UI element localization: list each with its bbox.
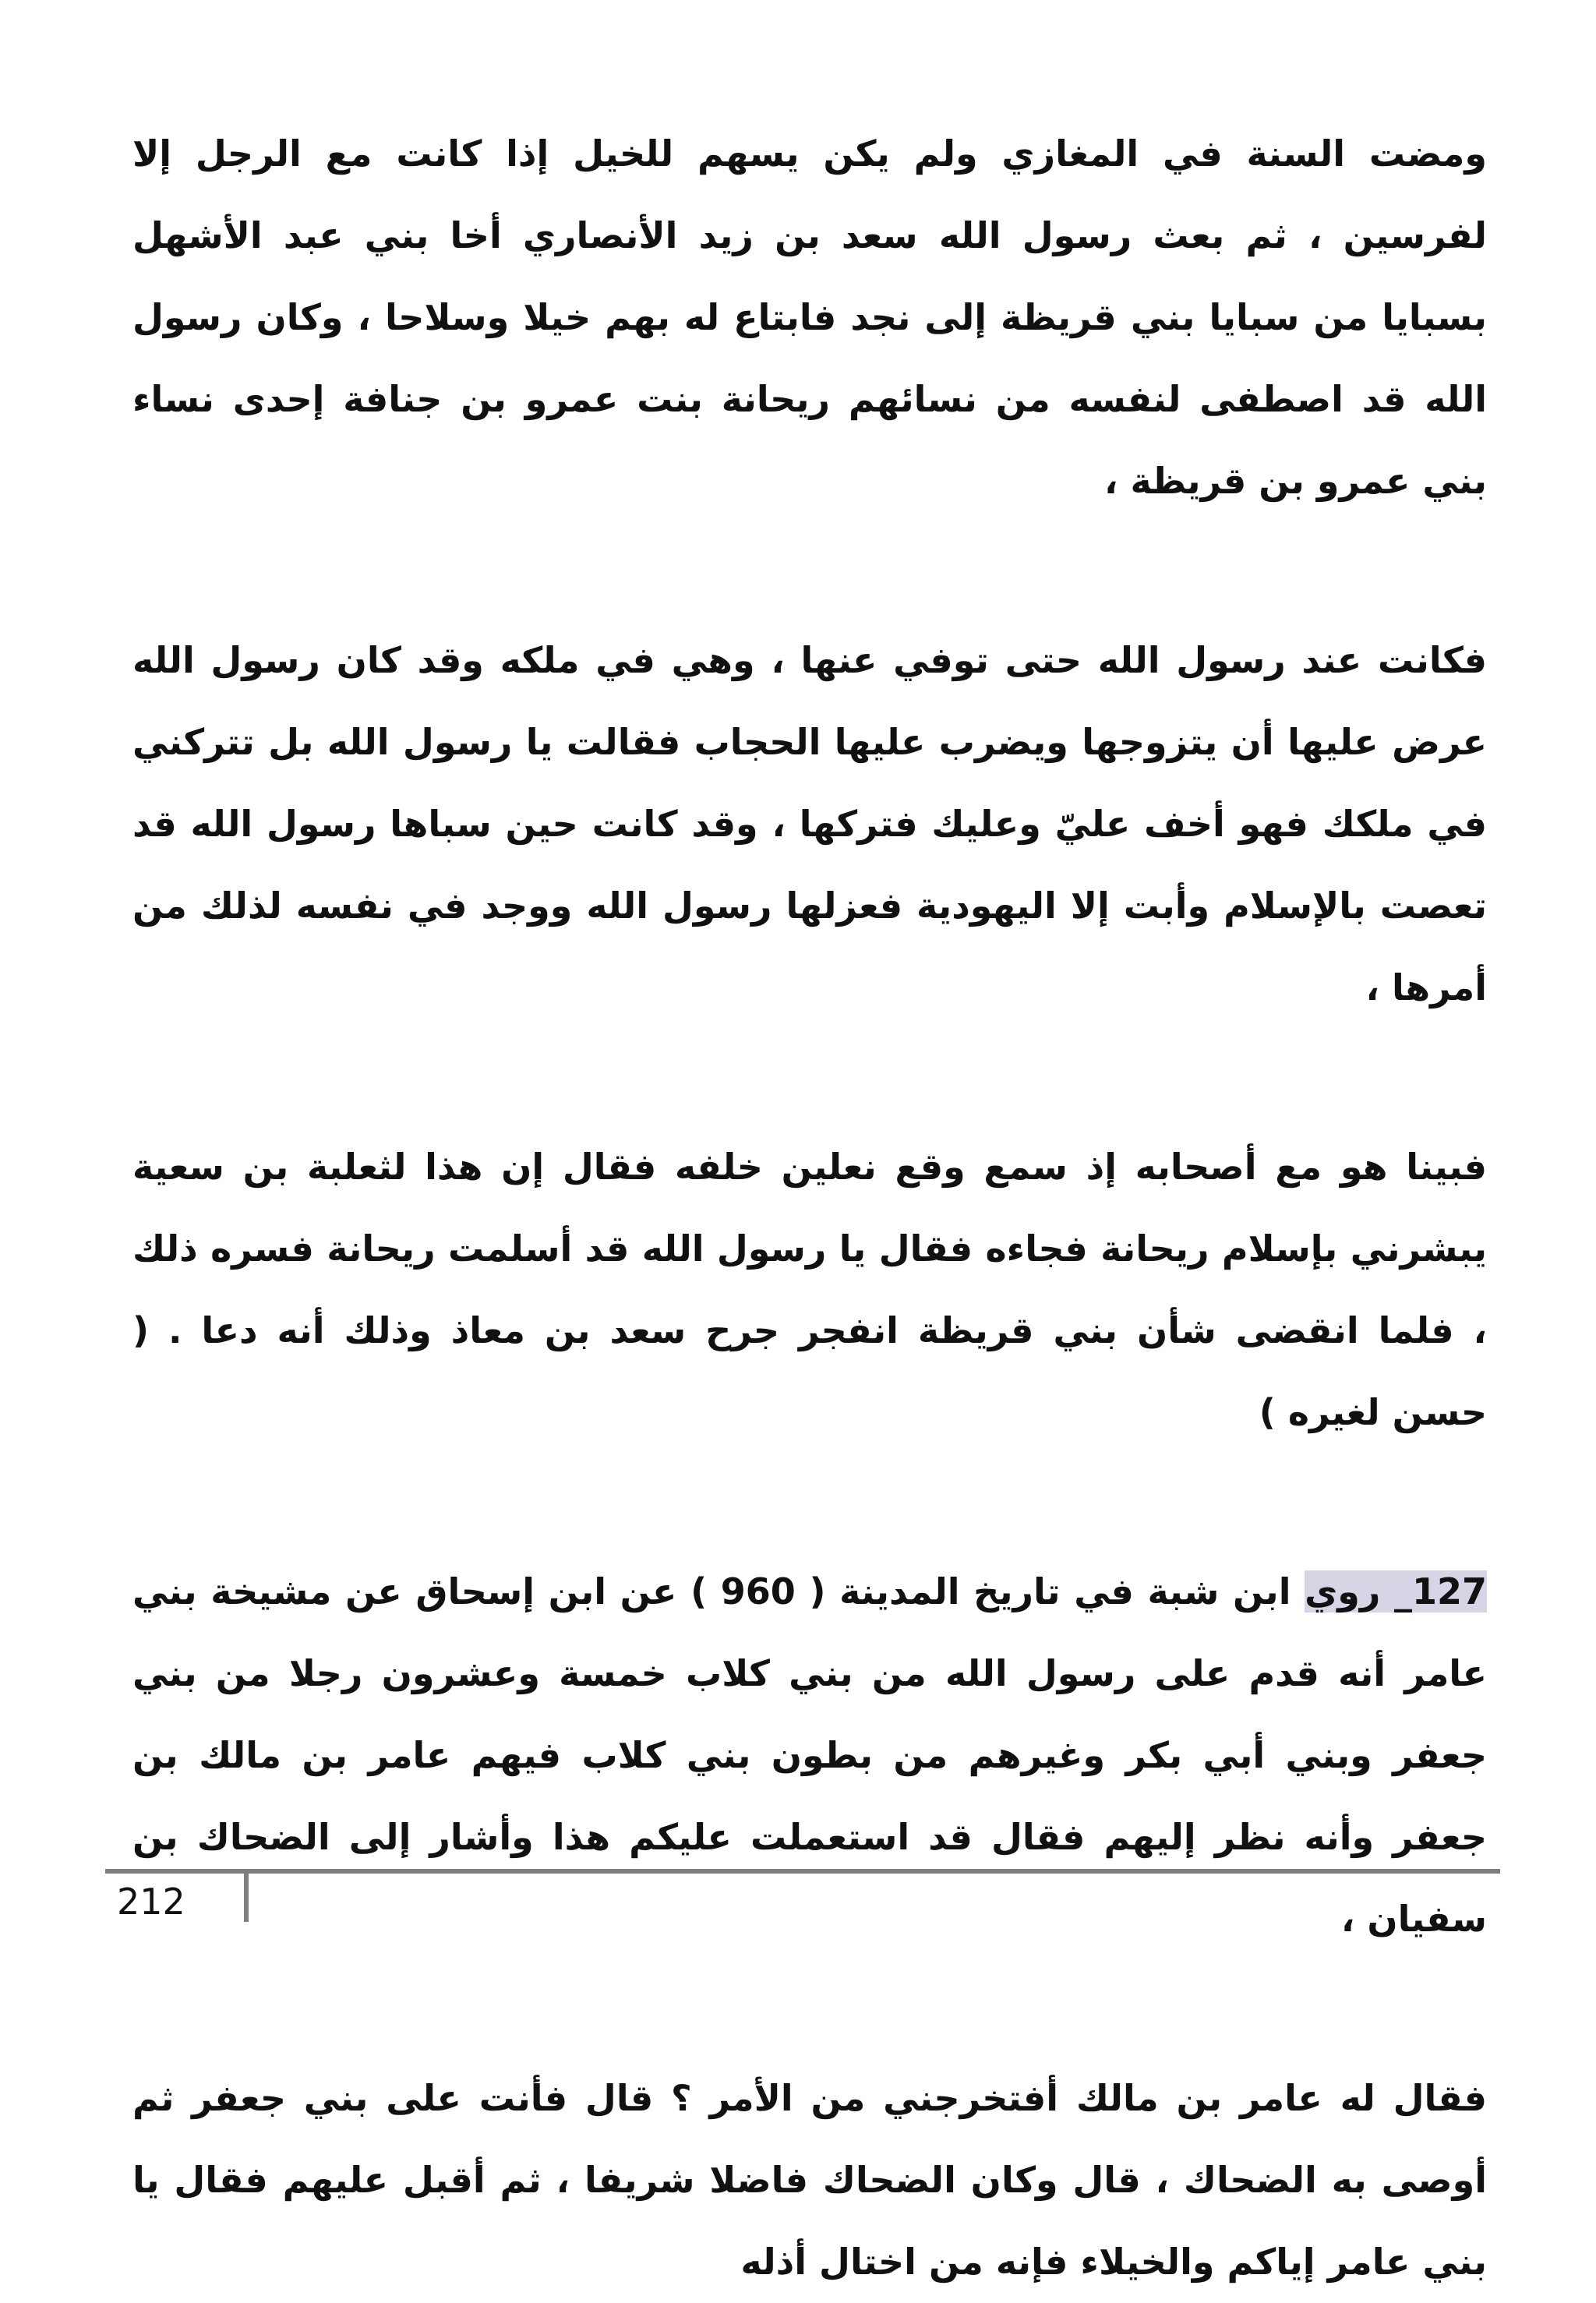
paragraph-1-text: ومضت السنة في المغازي ولم يكن يسهم للخيل إذا كانت مع الرجل إلا لفرسين ، ثم بعث رسول الله سعد بن زيد الأنصاري أخا بني عبد الأشهل بسبايا من سبايا بني قريظة إلى نجد فابتاع له بهم خيلا وسلاحا ، وكان رسول الله قد اصطفى لنفسه من نسائهم ريحانة بنت عمرو بن جنافة إحدى نساء بني عمرو بن قريظة ، bbox=[132, 132, 1487, 502]
paragraph-4 bbox=[132, 1551, 1487, 1960]
paragraph-4-text: ابن شبة في تاريخ المدينة ( 960 ) عن ابن إسحاق عن مشيخة بني عامر أنه قدم على رسول الله من بني كلاب خمسة وعشرون رجلا من بني جعفر وبني أبي بكر وغيرهم من بطون بني كلاب فيهم عامر بن مالك بن جعفر وأنه نظر إليهم فقال قد استعملت عليكم هذا وأشار إلى الضحاك بن سفيان ، bbox=[132, 1570, 1487, 1940]
paragraph-5 bbox=[132, 2058, 1487, 2303]
footer-divider bbox=[244, 1874, 249, 1922]
highlighted-hadith-number: 127_ روي bbox=[1305, 1570, 1488, 1612]
paragraph-2 bbox=[132, 620, 1487, 1029]
body-text bbox=[132, 113, 1487, 2303]
paragraph-1 bbox=[132, 113, 1487, 522]
page-number: 212 bbox=[117, 1881, 185, 1923]
paragraph-5-text: فقال له عامر بن مالك أفتخرجني من الأمر ؟ قال فأنت على بني جعفر ثم أوصى به الضحاك ، قال وكان الضحاك فاضلا شريفا ، ثم أقبل عليهم فقال يا بني عامر إياكم والخيلاء فإنه من اختال أذله bbox=[132, 2077, 1487, 2283]
paragraph-2-text: فكانت عند رسول الله حتى توفي عنها ، وهي في ملكه وقد كان رسول الله عرض عليها أن يتزوجها ويضرب عليها الحجاب فقالت يا رسول الله بل تتركني في ملكك فهو أخف عليّ وعليك فتركها ، وقد كانت حين سباها رسول الله قد تعصت بالإسلام وأبت إلا اليهودية فعزلها رسول الله ووجد في نفسه لذلك من أمرها ، bbox=[132, 639, 1487, 1008]
paragraph-3-text: فبينا هو مع أصحابه إذ سمع وقع نعلين خلفه فقال إن هذا لثعلبة بن سعية يبشرني بإسلام ريحانة فجاءه فقال يا رسول الله قد أسلمت ريحانة فسره ذلك ، فلما انقضى شأن بني قريظة انفجر جرح سعد بن معاذ وذلك أنه دعا . ( حسن لغيره ) bbox=[132, 1146, 1487, 1433]
paragraph-3 bbox=[132, 1126, 1487, 1454]
footer-rule bbox=[105, 1869, 1500, 1874]
